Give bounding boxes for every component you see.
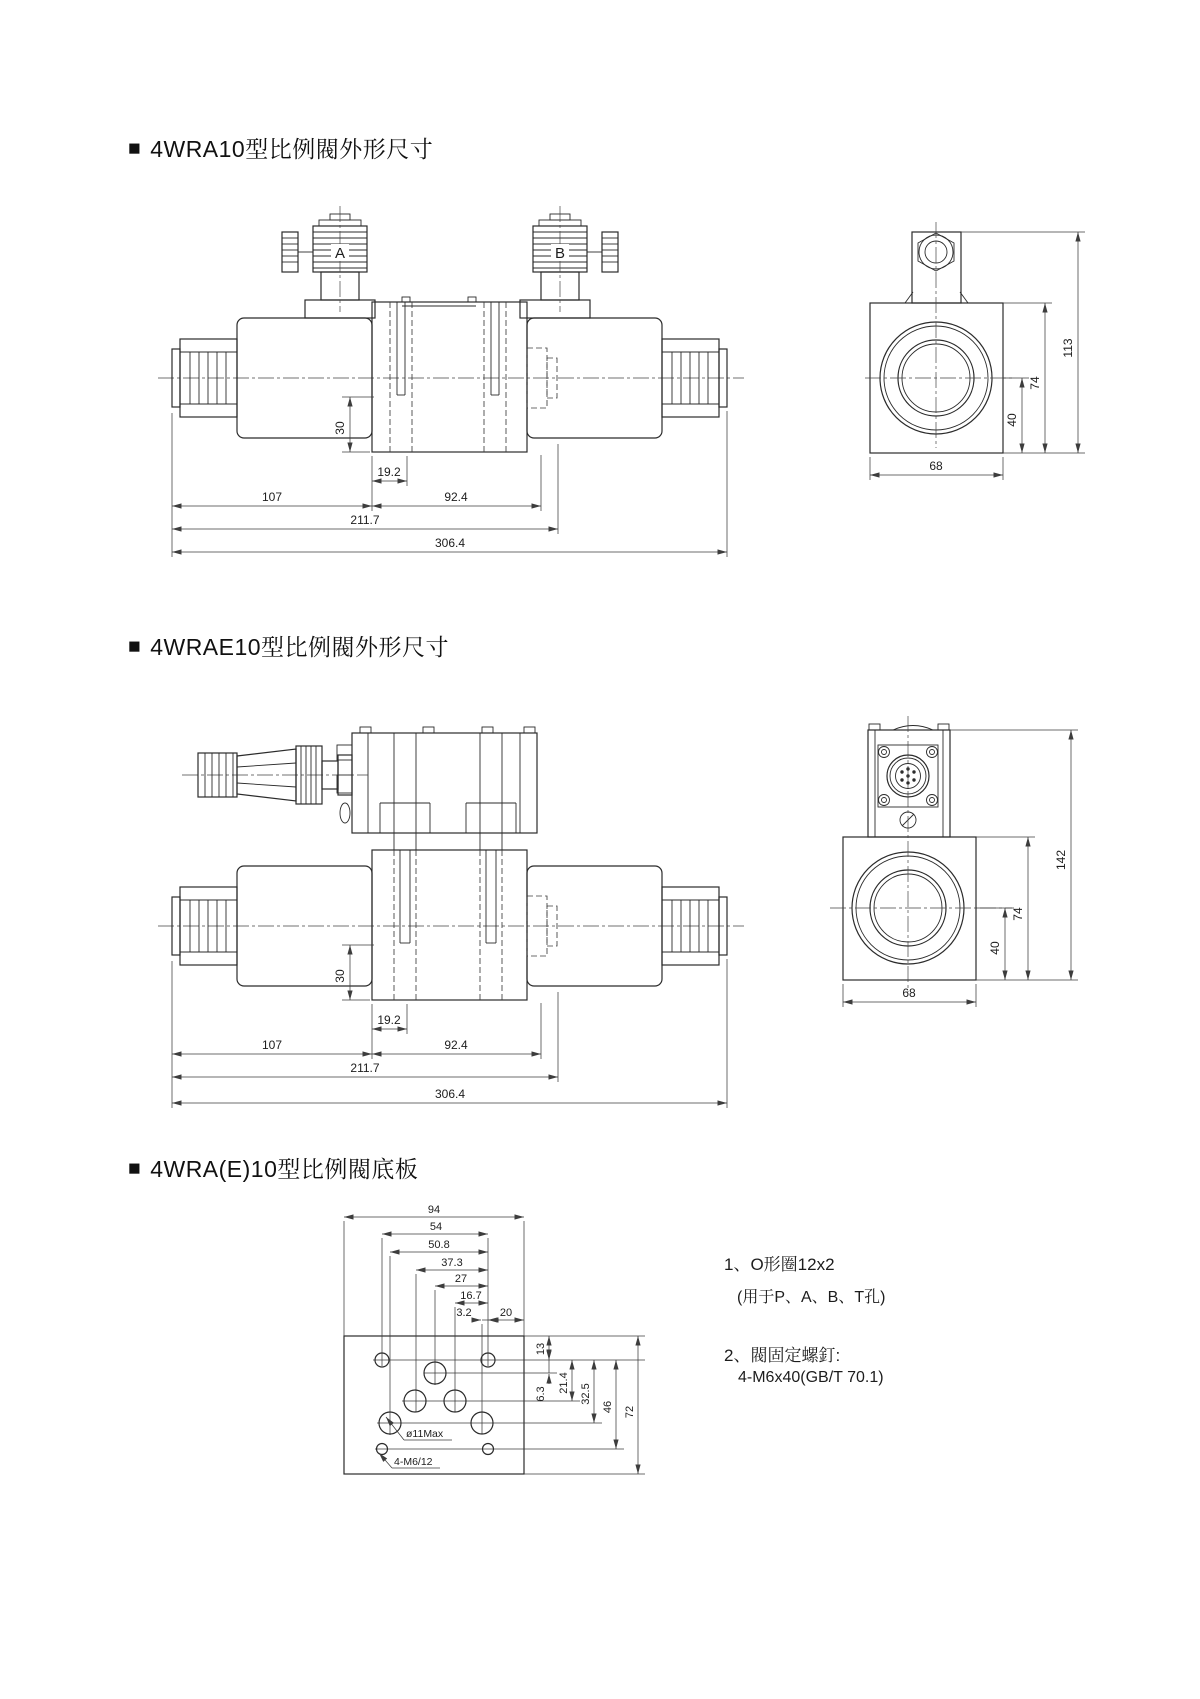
thumbscrew-a xyxy=(282,232,313,272)
plate-outline xyxy=(344,1336,524,1474)
plate-top-dims xyxy=(344,1204,524,1320)
amplifier-box xyxy=(337,727,537,850)
dim-19-2 xyxy=(372,456,407,511)
section1-drawing-front xyxy=(158,206,744,557)
valve-body xyxy=(372,302,527,452)
body-bolt-holes-2 xyxy=(394,850,502,1000)
section2-drawing-front xyxy=(158,727,744,1108)
dim-19-2-2 xyxy=(372,1004,407,1059)
mounting-tab xyxy=(905,232,968,303)
dim-value-37-3: 37.3 xyxy=(441,1257,463,1269)
dim-306-4 xyxy=(172,411,727,557)
dim-value-46: 46 xyxy=(602,1400,614,1414)
dim-value-107: 107 xyxy=(261,490,283,504)
dim-value-30: 30 xyxy=(333,421,347,435)
dim-40-side2 xyxy=(976,908,1012,980)
mounting-screws-label: 4-M6/12 xyxy=(394,1456,433,1468)
body-bolt-holes xyxy=(390,297,506,452)
section3-plate-drawing xyxy=(344,1204,645,1474)
dim-68-side2 xyxy=(843,984,976,1007)
connector-a xyxy=(282,206,375,318)
dim-value-72: 72 xyxy=(624,1405,636,1419)
plate-construction-lines xyxy=(344,1221,645,1474)
connector-b-label: B xyxy=(554,245,566,262)
dim-value-211-7-2: 211.7 xyxy=(350,1061,380,1075)
dim-92-4-2 xyxy=(372,1003,541,1059)
dim-value-21-4: 21.4 xyxy=(558,1372,570,1394)
hole-dia-label: ø11Max xyxy=(406,1428,444,1440)
dim-142-side2 xyxy=(950,730,1078,980)
plug-connector xyxy=(182,746,368,804)
dim-value-19-2-2: 19.2 xyxy=(377,1013,401,1027)
solenoid-housing-2 xyxy=(843,837,976,980)
dim-value-13: 13 xyxy=(535,1342,547,1356)
section2-title: 4WRAE10型比例閥外形尺寸 xyxy=(150,634,450,660)
label-mounting-screws xyxy=(379,1453,440,1468)
dim-value-142: 142 xyxy=(1054,849,1068,871)
dim-value-19-2: 19.2 xyxy=(377,465,401,479)
section2-bullet-icon: ■ xyxy=(128,635,142,658)
plate-right-dims xyxy=(535,1336,638,1474)
section1-title: 4WRA10型比例閥外形尺寸 xyxy=(150,136,434,162)
dim-value-74: 74 xyxy=(1028,376,1042,390)
dim-74-side2 xyxy=(976,837,1035,980)
dim-value-30-2: 30 xyxy=(333,969,347,983)
valve-body-2 xyxy=(372,850,527,1000)
section3-bullet-icon: ■ xyxy=(128,1157,142,1180)
dim-40-side1 xyxy=(1003,378,1029,453)
thumbscrew-b xyxy=(587,232,618,272)
section2-drawing-side xyxy=(830,716,1078,1007)
dim-value-92-4-2: 92.4 xyxy=(444,1038,468,1052)
note1-line1: 1、O形圈12x2 xyxy=(724,1255,835,1274)
dim-value-20: 20 xyxy=(499,1307,513,1319)
dim-value-6-3: 6.3 xyxy=(535,1386,547,1402)
dim-value-50-8: 50.8 xyxy=(428,1239,450,1251)
note2-line2: 4-M6x40(GB/T 70.1) xyxy=(738,1369,884,1386)
dim-value-113: 113 xyxy=(1061,338,1075,358)
dim-30-2 xyxy=(333,945,374,1000)
connector-b xyxy=(520,206,618,318)
connector-box xyxy=(868,724,950,837)
dim-value-40-2: 40 xyxy=(988,941,1002,955)
dim-value-107-2: 107 xyxy=(261,1038,283,1052)
dim-92-4 xyxy=(372,455,541,511)
dim-value-32-5: 32.5 xyxy=(580,1383,592,1405)
dim-306-4-2 xyxy=(172,959,727,1108)
connector-a-label: A xyxy=(334,245,346,262)
dim-value-74-2: 74 xyxy=(1011,907,1025,921)
dim-value-27: 27 xyxy=(454,1273,468,1285)
dim-value-3-2: 3.2 xyxy=(456,1307,472,1319)
section1-drawing-side xyxy=(865,222,1085,480)
dim-value-68-2: 68 xyxy=(902,986,916,1000)
section3-title: 4WRA(E)10型比例閥底板 xyxy=(150,1156,419,1182)
dim-68-side1 xyxy=(870,457,1003,480)
dim-211-7-2 xyxy=(172,992,558,1082)
note1-line2: (用于P、A、B、T孔) xyxy=(737,1289,886,1306)
dim-value-68: 68 xyxy=(929,459,943,473)
section1-bullet-icon: ■ xyxy=(128,137,142,160)
dim-211-7 xyxy=(172,444,558,534)
dim-value-211-7: 211.7 xyxy=(350,513,380,527)
dim-value-40: 40 xyxy=(1005,413,1019,427)
dim-value-94: 94 xyxy=(427,1204,441,1216)
dim-value-306-4: 306.4 xyxy=(434,536,466,550)
dim-value-16-7: 16.7 xyxy=(460,1290,482,1302)
note2-line1: 2、閥固定螺釘: xyxy=(724,1346,841,1365)
dim-value-54: 54 xyxy=(429,1221,443,1233)
dim-value-92-4: 92.4 xyxy=(444,490,468,504)
dim-30 xyxy=(333,397,374,452)
dim-value-306-4-2: 306.4 xyxy=(434,1087,466,1101)
label-hole-dia xyxy=(386,1417,452,1440)
